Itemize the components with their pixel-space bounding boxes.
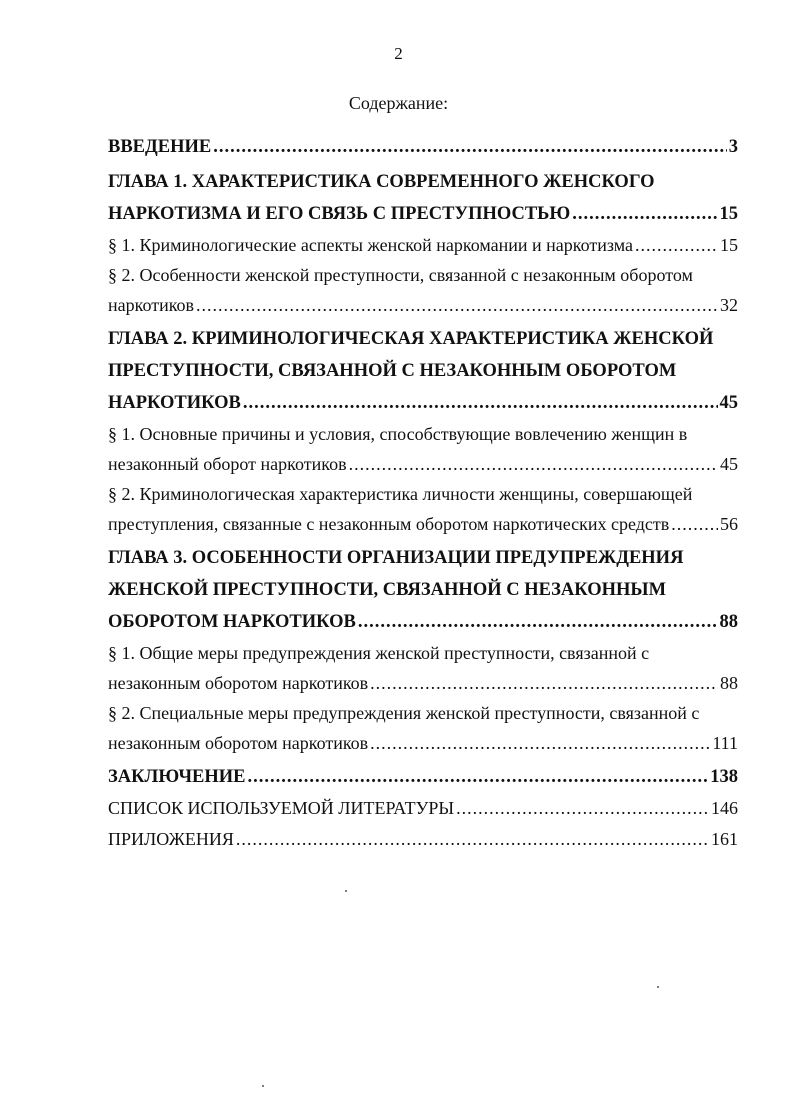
toc-entry-title-line: незаконным оборотом наркотиков <box>108 733 369 753</box>
toc-entry-title-line: незаконный оборот наркотиков <box>108 454 347 474</box>
dot-leader <box>370 668 718 698</box>
toc-entry-chapter-1-section-1[interactable] <box>108 230 738 260</box>
toc-entry-title-line: ГЛАВА 3. ОСОБЕННОСТИ ОРГАНИЗАЦИИ ПРЕДУПРЕЖДЕНИЯ <box>108 548 684 568</box>
toc-entry-title-line: НАРКОТИЗМА И ЕГО СВЯЗЬ С ПРЕСТУПНОСТЬЮ <box>108 204 571 224</box>
dot-leader <box>671 509 718 539</box>
table-of-contents <box>108 131 738 855</box>
toc-page-number: 15 <box>719 204 738 224</box>
scan-speck <box>657 986 659 988</box>
toc-entry-chapter-2-section-2[interactable] <box>108 479 738 539</box>
toc-entry-title-line: наркотиков <box>108 295 195 315</box>
toc-entry-title-line: § 2. Специальные меры предупреждения женской преступности, связанной с <box>108 703 700 723</box>
toc-page-number: 88 <box>719 612 738 632</box>
dot-leader <box>213 131 727 163</box>
dot-leader <box>349 449 718 479</box>
toc-page-number: 146 <box>711 798 738 818</box>
toc-entry-appendices[interactable] <box>108 824 738 855</box>
toc-entry-chapter-3-section-1[interactable] <box>108 638 738 698</box>
toc-page-number: 15 <box>720 235 738 255</box>
toc-page-number: 3 <box>728 137 738 157</box>
toc-entry-chapter-2[interactable] <box>108 323 738 419</box>
toc-entry-chapter-3[interactable] <box>108 542 738 638</box>
toc-entry-chapter-1[interactable] <box>108 166 738 230</box>
toc-page-number: 56 <box>720 514 738 534</box>
toc-entry-references[interactable] <box>108 793 738 824</box>
toc-page-number: 88 <box>720 673 738 693</box>
page-number: 2 <box>394 44 403 63</box>
dot-leader <box>196 290 718 320</box>
dot-leader <box>370 728 710 758</box>
dot-leader <box>236 824 709 855</box>
scan-speck <box>345 890 347 892</box>
dot-leader <box>635 230 718 260</box>
toc-entry-title-line: ЖЕНСКОЙ ПРЕСТУПНОСТИ, СВЯЗАННОЙ С НЕЗАКОННЫМ <box>108 580 667 600</box>
dot-leader <box>456 793 709 824</box>
dot-leader <box>243 387 718 419</box>
toc-entry-title-line: § 2. Криминологическая характеристика личности женщины, совершающей <box>108 484 693 504</box>
toc-page-number: 45 <box>719 393 738 413</box>
toc-page-number: 45 <box>720 454 738 474</box>
toc-entry-title: СПИСОК ИСПОЛЬЗУЕМОЙ ЛИТЕРАТУРЫ <box>108 798 455 818</box>
toc-heading: Содержание: <box>348 93 449 113</box>
toc-entry-title-line: § 1. Общие меры предупреждения женской преступности, связанной с <box>108 643 650 663</box>
toc-entry-title: ПРИЛОЖЕНИЯ <box>108 829 234 849</box>
toc-entry-title: ВВЕДЕНИЕ <box>108 137 212 157</box>
dot-leader <box>572 198 717 230</box>
toc-entry-title-line: § 1. Основные причины и условия, способствующие вовлечению женщин в <box>108 424 688 444</box>
toc-page-number: 138 <box>710 767 738 787</box>
toc-entry-title-line: § 2. Особенности женской преступности, связанной с незаконным оборотом <box>108 265 693 285</box>
toc-entry-title-line: преступления, связанные с незаконным оборотом наркотических средств <box>108 514 670 534</box>
toc-entry-chapter-3-section-2[interactable] <box>108 698 738 758</box>
toc-entry-title-line: ПРЕСТУПНОСТИ, СВЯЗАННОЙ С НЕЗАКОННЫМ ОБОРОТОМ <box>108 361 677 381</box>
toc-entry-conclusion[interactable] <box>108 761 738 793</box>
dot-leader <box>358 606 718 638</box>
scan-speck <box>262 1085 264 1087</box>
toc-entry-title-line: ГЛАВА 2. КРИМИНОЛОГИЧЕСКАЯ ХАРАКТЕРИСТИКА ЖЕНСКОЙ <box>108 329 714 349</box>
toc-entry-title: ЗАКЛЮЧЕНИЕ <box>108 767 246 787</box>
toc-entry-title-line: незаконным оборотом наркотиков <box>108 673 369 693</box>
toc-entry-title-line: ОБОРОТОМ НАРКОТИКОВ <box>108 612 356 632</box>
toc-page-number: 161 <box>711 829 738 849</box>
dot-leader <box>248 761 709 793</box>
toc-page-number: 111 <box>712 733 738 753</box>
toc-page-number: 32 <box>720 295 738 315</box>
toc-entry-introduction[interactable] <box>108 131 738 163</box>
toc-entry-title-line: ГЛАВА 1. ХАРАКТЕРИСТИКА СОВРЕМЕННОГО ЖЕНСКОГО <box>108 172 655 192</box>
toc-entry-title-line: § 1. Криминологические аспекты женской наркомании и наркотизма <box>108 235 633 255</box>
toc-entry-title-line: НАРКОТИКОВ <box>108 393 241 413</box>
toc-entry-chapter-1-section-2[interactable] <box>108 260 738 320</box>
toc-entry-chapter-2-section-1[interactable] <box>108 419 738 479</box>
